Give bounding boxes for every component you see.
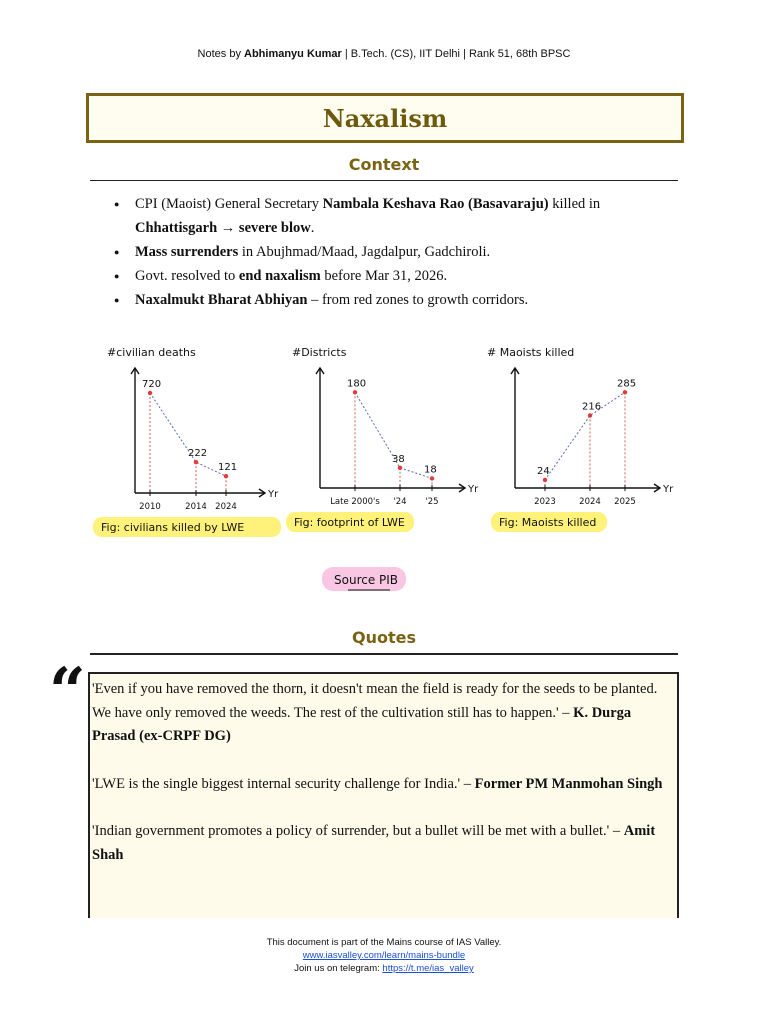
page-header — [0, 48, 768, 60]
context-bullet: ● Naxalmukt Bharat Abhiyan – from red zones to growth corridors. — [110, 288, 670, 312]
telegram-link[interactable]: https://t.me/ias_valley — [382, 963, 474, 974]
data-label: 285 — [617, 378, 637, 390]
chart-caption: Fig: Maoists killed — [499, 516, 597, 529]
context-list — [110, 192, 670, 312]
page-footer — [0, 936, 768, 975]
header-suffix: | B.Tech. (CS), IIT Delhi | Rank 51, 68th BPSC — [341, 48, 571, 60]
data-point — [353, 390, 357, 394]
quote-item: 'LWE is the single biggest internal security challenge for India.' – Former PM Manmohan Singh — [92, 775, 663, 792]
context-rule — [90, 180, 678, 181]
context-bullet: ● Govt. resolved to end naxalism before Mar 31, 2026. — [110, 264, 670, 288]
data-point — [224, 474, 228, 478]
tick-label: '25 — [425, 497, 439, 507]
course-link[interactable]: www.iasvalley.com/learn/mains-bundle — [302, 950, 466, 961]
data-label: 121 — [218, 462, 238, 474]
source-label: Source PIB — [334, 573, 399, 587]
data-label: 222 — [188, 448, 208, 460]
series-line — [355, 392, 432, 478]
chart-caption: Fig: footprint of LWE — [294, 516, 405, 529]
header-author: Abhimanyu Kumar — [244, 48, 342, 60]
title-box — [86, 93, 684, 143]
data-label: 24 — [537, 465, 550, 477]
data-label: 180 — [347, 378, 367, 390]
data-point — [398, 466, 402, 470]
data-point — [430, 476, 434, 480]
tick-label: Late 2000's — [330, 497, 380, 507]
chart-caption: Fig: civilians killed by LWE — [101, 521, 245, 534]
footer-line: This document is part of the Mains course of IAS Valley. — [266, 937, 502, 948]
quotes-box — [88, 672, 679, 932]
data-point — [543, 478, 547, 482]
data-point — [623, 390, 627, 394]
quote-icon: “ — [49, 654, 86, 729]
data-point — [148, 391, 152, 395]
series-line — [150, 393, 226, 476]
context-bullet: ● CPI (Maoist) General Secretary Nambala Keshava Rao (Basavaraju) killed in Chhattisgarh → severe blow. — [110, 192, 670, 240]
charts-panel — [90, 338, 678, 603]
context-heading: Context — [348, 155, 420, 174]
data-label: 720 — [142, 379, 162, 390]
y-axis-label: # Maoists killed — [487, 346, 575, 359]
data-label: 18 — [424, 464, 437, 476]
tick-label: 2024 — [579, 497, 601, 507]
page-title: Naxalism — [322, 103, 448, 133]
data-label: 38 — [392, 453, 405, 465]
y-axis-label: #civilian deaths — [107, 346, 196, 359]
quote-item: 'Even if you have removed the thorn, it doesn't mean the field is ready for the seeds to be planted. We have only removed the weeds. The rest of the cultivation still has to happen.' – K. Durga Prasad (ex-CRPF DG) — [92, 681, 658, 744]
tick-label: 2024 — [215, 502, 237, 512]
telegram-label: Join us on telegram: — [294, 963, 383, 974]
tick-label: 2010 — [139, 502, 161, 512]
data-label: 216 — [582, 401, 602, 413]
y-axis-label: #Districts — [292, 346, 347, 359]
tick-label: 2014 — [185, 502, 207, 512]
quotes-rule — [90, 653, 678, 655]
quotes-heading: Quotes — [351, 628, 416, 647]
tick-label: 2025 — [614, 497, 636, 507]
context-bullet: ● Mass surrenders in Abujhmad/Maad, Jagdalpur, Gadchiroli. — [110, 240, 670, 264]
tick-label: 2023 — [534, 497, 556, 507]
header-prefix: Notes by — [197, 48, 244, 60]
tick-label: '24 — [393, 497, 407, 507]
x-axis-label: Yr — [468, 484, 479, 495]
data-point — [194, 460, 198, 464]
x-axis-label: Yr — [268, 489, 279, 500]
quote-item: 'Indian government promotes a policy of surrender, but a bullet will be met with a bullet.' – Amit Shah — [92, 823, 656, 863]
data-point — [588, 413, 592, 417]
x-axis-label: Yr — [663, 484, 674, 495]
